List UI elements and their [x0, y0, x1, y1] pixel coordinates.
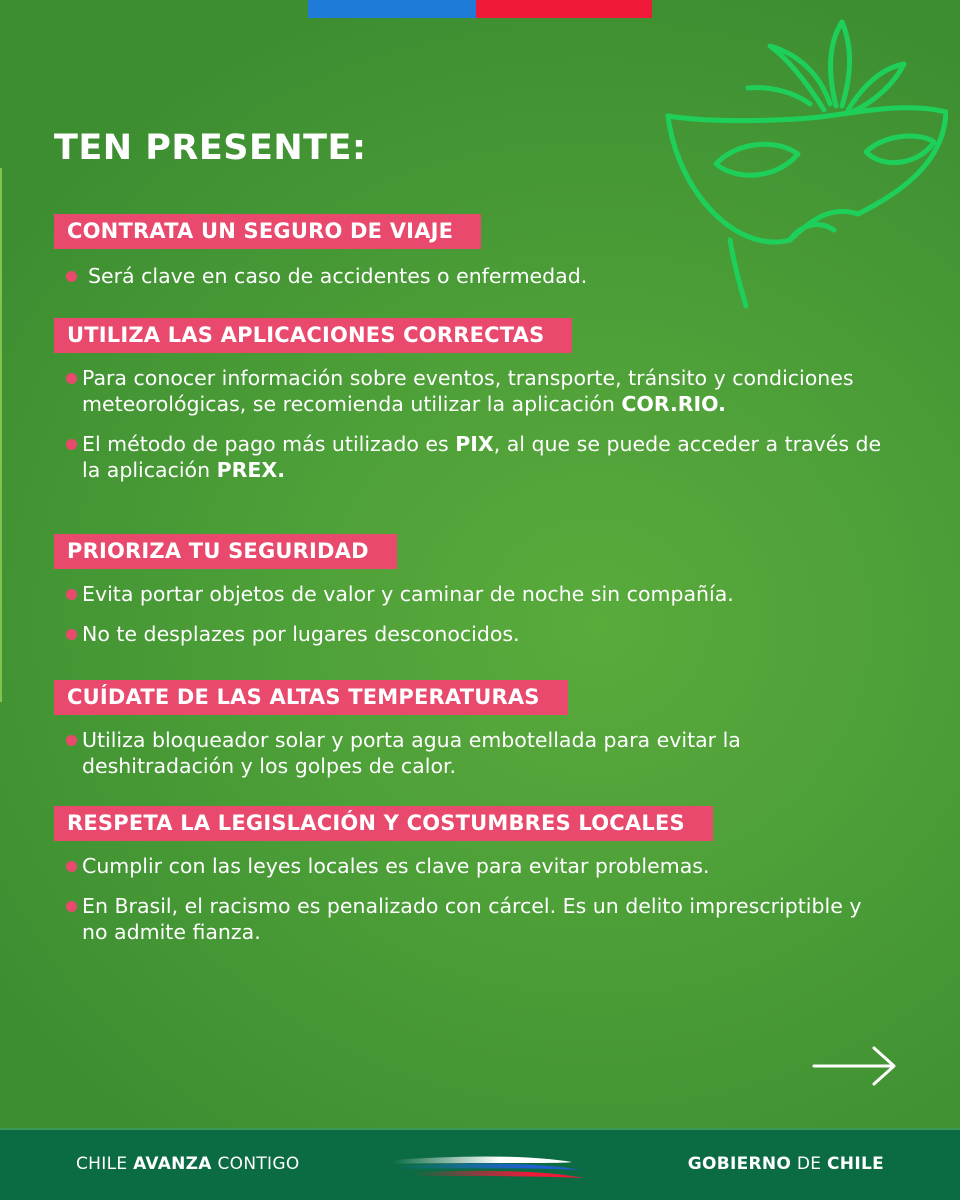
bullet-dot-icon	[66, 735, 77, 746]
flag-bar-blue	[308, 0, 476, 18]
left-accent-line	[0, 168, 2, 702]
item-text: Utiliza bloqueador solar y porta agua embotellada para evitar la deshitradación y los golpes de calor.	[82, 728, 741, 778]
section-heading: RESPETA LA LEGISLACIÓN Y COSTUMBRES LOCALES	[54, 806, 713, 841]
footer-gov-part: CHILE	[827, 1154, 884, 1174]
item-text: En Brasil, el racismo es penalizado con cárcel. Es un delito imprescriptible y no admite fianza.	[82, 894, 862, 944]
section-heading: PRIORIZA TU SEGURIDAD	[54, 534, 397, 569]
list-item	[54, 621, 882, 647]
section-heading: CUÍDATE DE LAS ALTAS TEMPERATURAS	[54, 680, 568, 715]
section-travel-insurance	[54, 214, 888, 289]
item-text: Será clave en caso de accidentes o enfermedad.	[88, 264, 588, 288]
list-item	[54, 893, 882, 945]
bullet-dot-icon	[66, 861, 77, 872]
list-item	[54, 431, 882, 483]
list-item	[54, 365, 882, 417]
section-apps	[54, 318, 882, 483]
section-heading: UTILIZA LAS APLICACIONES CORRECTAS	[54, 318, 572, 353]
footer-slogan	[76, 1154, 300, 1174]
bullet-dot-icon	[66, 271, 77, 282]
bullet-dot-icon	[66, 373, 77, 384]
app-name-corrio: COR.RIO.	[621, 392, 726, 416]
footer-slogan-part: CHILE	[76, 1154, 134, 1174]
bullet-dot-icon	[66, 629, 77, 640]
footer-government-name	[688, 1154, 884, 1174]
item-text: El método de pago más utilizado es	[82, 432, 456, 456]
arrow-right-icon[interactable]	[812, 1044, 898, 1088]
footer-gov-part: DE	[791, 1154, 828, 1174]
app-name-prex: PREX.	[216, 458, 286, 482]
bullet-dot-icon	[66, 901, 77, 912]
list-item	[54, 853, 882, 879]
section-security	[54, 534, 882, 647]
item-text: No te desplazes por lugares desconocidos.	[82, 622, 520, 646]
bullet-dot-icon	[66, 439, 77, 450]
footer-slogan-part: CONTIGO	[211, 1154, 300, 1174]
list-item	[54, 581, 882, 607]
page-title: TEN PRESENTE:	[54, 128, 367, 168]
flag-bar-red	[476, 0, 652, 18]
bullet-dot-icon	[66, 589, 77, 600]
list-item	[54, 727, 882, 779]
section-legislation	[54, 806, 882, 945]
chile-flag-bar	[308, 0, 652, 18]
item-text: Cumplir con las leyes locales es clave para evitar problemas.	[82, 854, 710, 878]
section-heading: CONTRATA UN SEGURO DE VIAJE	[54, 214, 481, 249]
item-text: Evita portar objetos de valor y caminar de noche sin compañía.	[82, 582, 734, 606]
item-text: Para conocer información sobre eventos, transporte, tránsito y condiciones meteorológicas, se recomienda utilizar la aplicación	[82, 366, 854, 416]
section-heat	[54, 680, 882, 779]
chile-flag-wave-icon	[392, 1152, 586, 1182]
footer-bar	[0, 1128, 960, 1200]
footer-slogan-emphasis: AVANZA	[133, 1154, 212, 1174]
footer-gov-part: GOBIERNO	[687, 1154, 792, 1174]
list-item	[54, 263, 888, 289]
item-text-continued: , al que se puede acceder a través de la aplicación	[82, 432, 882, 482]
payment-method-pix: PIX	[455, 432, 494, 456]
